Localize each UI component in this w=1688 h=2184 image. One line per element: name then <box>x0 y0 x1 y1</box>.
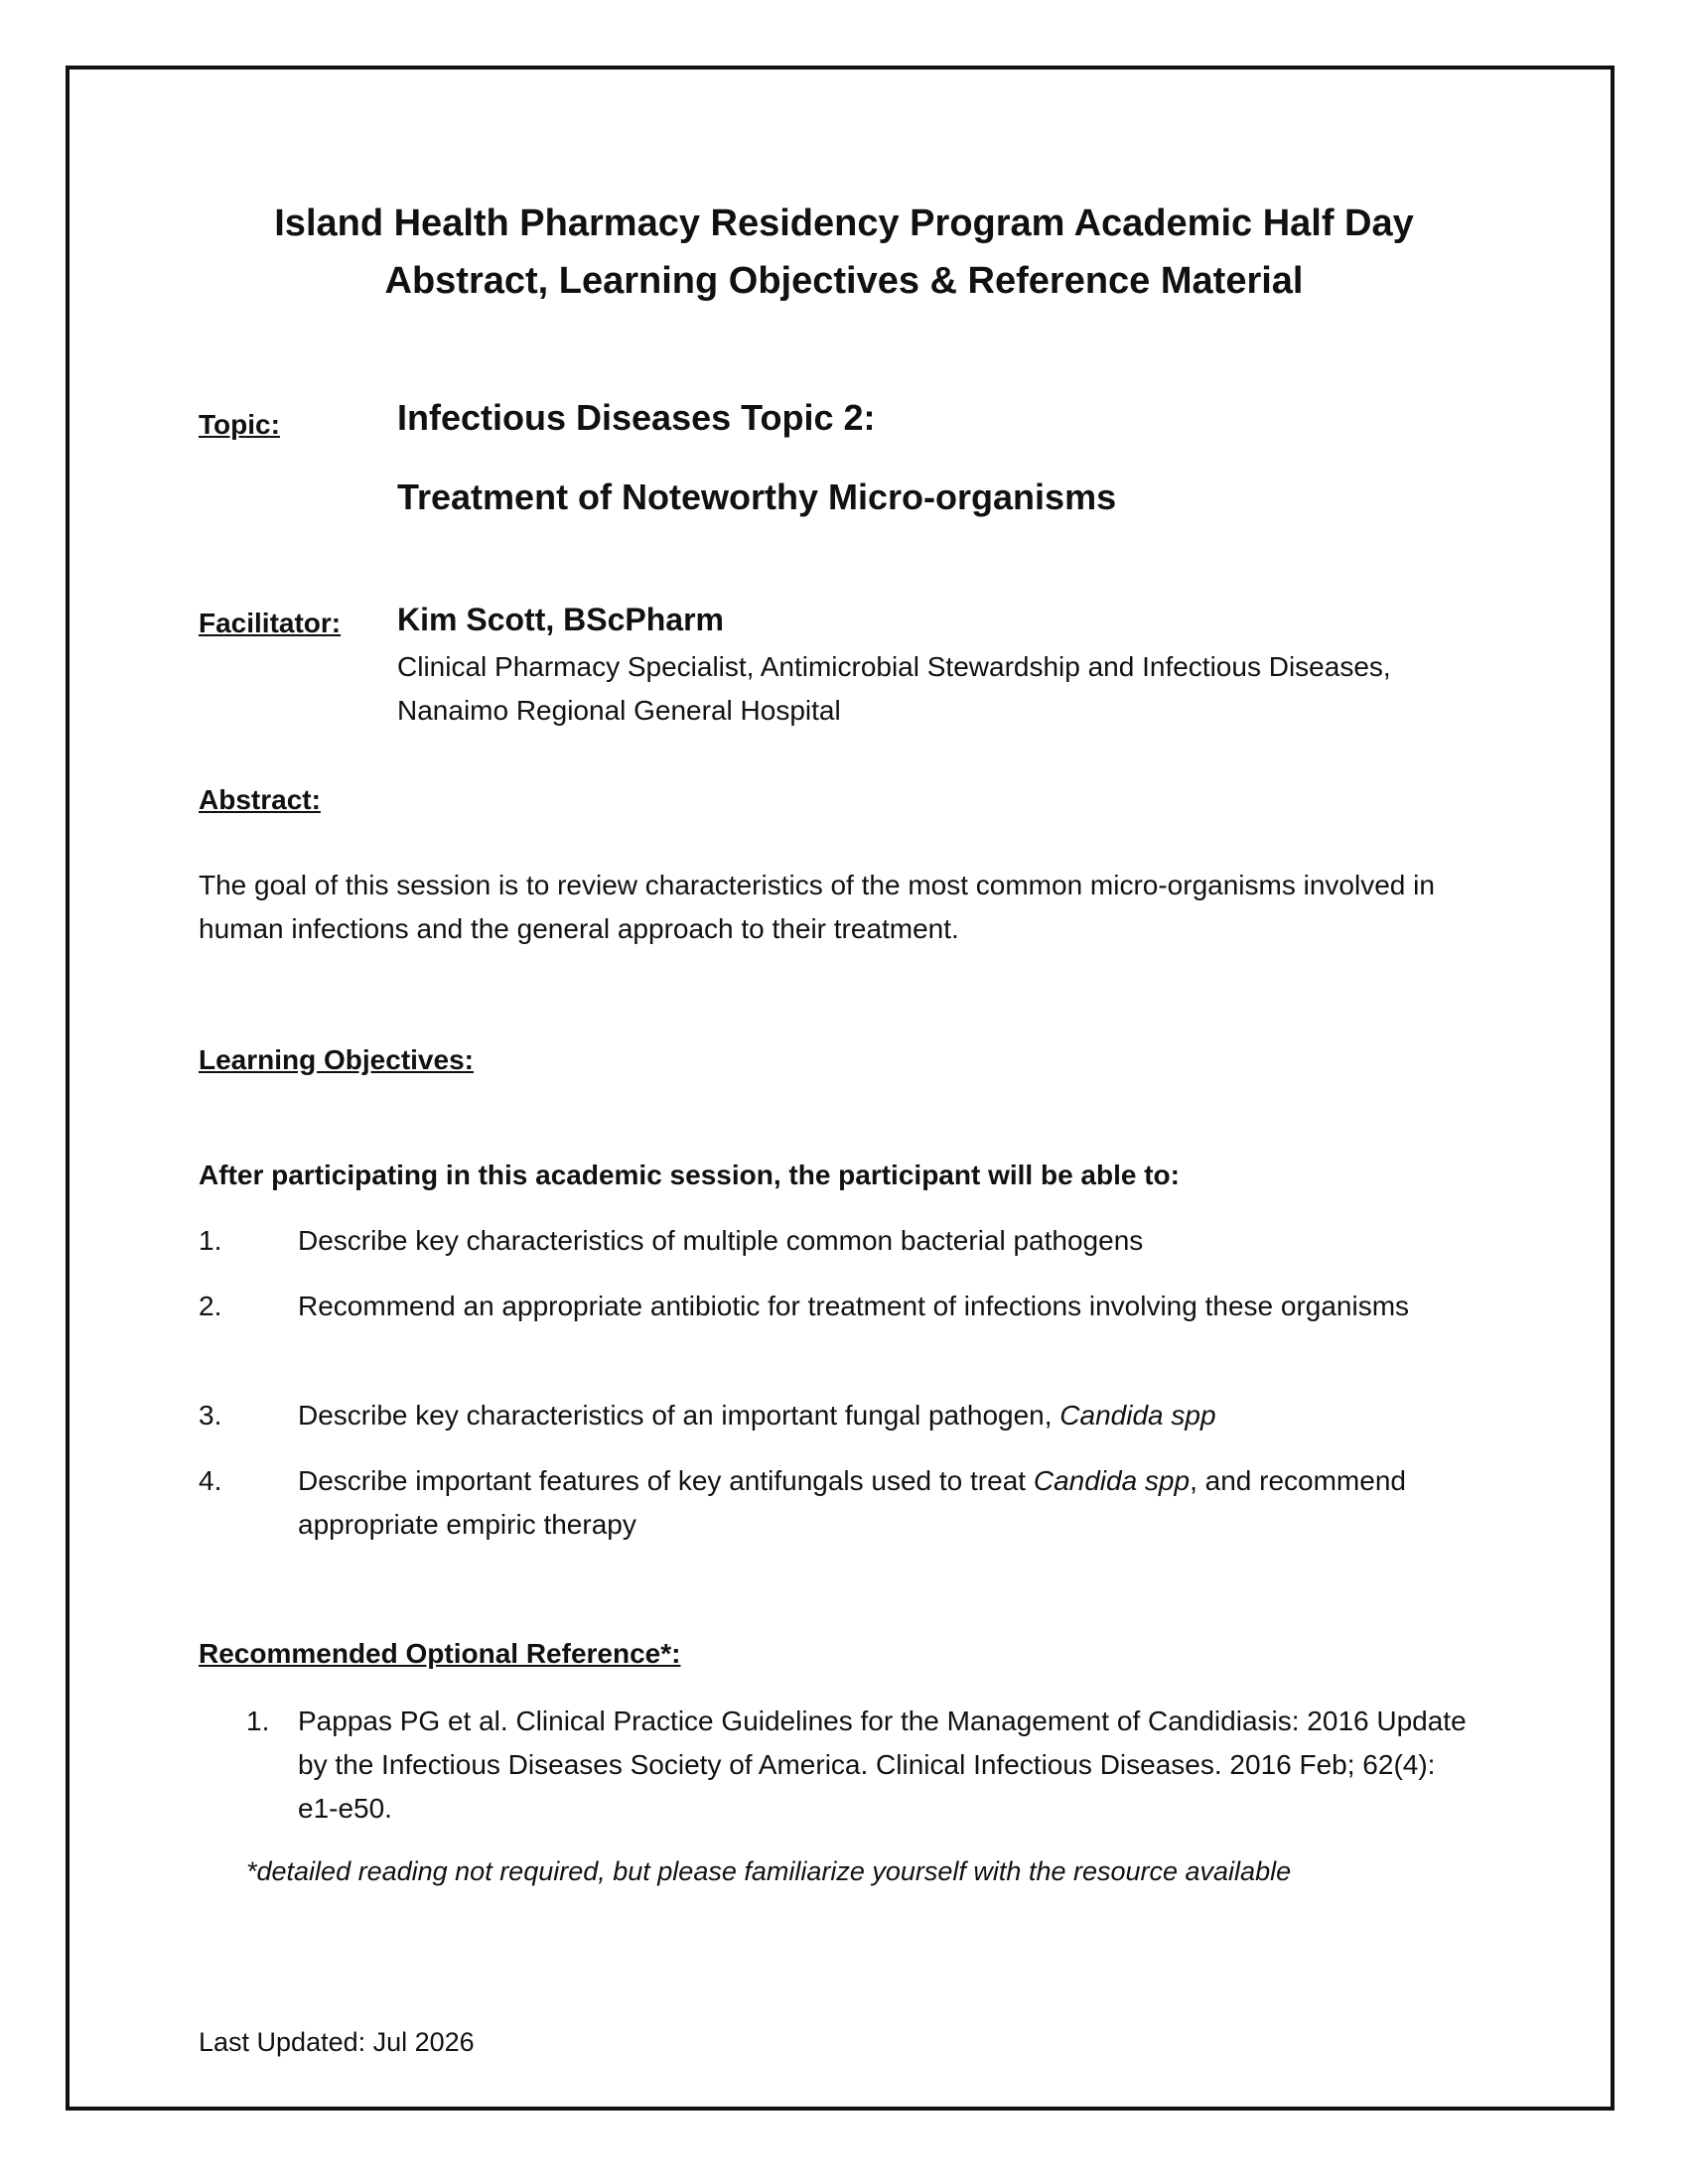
objective-number: 1. <box>199 1225 222 1256</box>
objective-text: Recommend an appropriate antibiotic for treatment of infections involving these organisms <box>298 1291 1410 1321</box>
reference-text: Pappas PG et al. Clinical Practice Guidelines for the Management of Candidiasis: 2016 Update by the Infectious Diseases Society of America. Clinical Infectious Diseases. 2016 Feb; 62(4): e1-e50. <box>298 1706 1467 1824</box>
header-title-line2: Abstract, Learning Objectives & Reference Material <box>384 260 1304 302</box>
objective-item <box>199 1219 1489 1263</box>
abstract-label: Abstract: <box>199 784 321 815</box>
facilitator-site: Nanaimo Regional General Hospital <box>397 695 841 726</box>
facilitator-role: Clinical Pharmacy Specialist, Antimicrobial Stewardship and Infectious Diseases, <box>397 651 1391 682</box>
topic-title-line1: Infectious Diseases Topic 2: <box>397 397 876 438</box>
objective-text: Describe important features of key antifungals used to treat Candida spp, and recommend appropriate empiric therapy <box>298 1465 1406 1540</box>
reference-item <box>246 1700 1487 1831</box>
recommended-reference-label: Recommended Optional Reference*: <box>199 1638 681 1669</box>
organism-name: Candida spp <box>1033 1465 1191 1496</box>
facilitator-label: Facilitator: <box>199 608 342 638</box>
objective-text: Describe key characteristics of multiple common bacterial pathogens <box>298 1225 1144 1256</box>
objective-number: 2. <box>199 1291 222 1321</box>
objective-text: Describe key characteristics of an important fungal pathogen, Candida spp <box>298 1400 1216 1431</box>
header-title-line1: Island Health Pharmacy Residency Program Academic Half Day <box>274 203 1414 244</box>
last-updated: Last Updated: Jul 2026 <box>199 2027 475 2057</box>
topic-title-line2: Treatment of Noteworthy Micro-organisms <box>397 477 1117 517</box>
objective-item <box>199 1285 1489 1328</box>
objective-number: 3. <box>199 1400 222 1431</box>
learning-objectives-label: Learning Objectives: <box>199 1044 474 1075</box>
objectives-lead: After participating in this academic session, the participant will be able to: <box>199 1160 1180 1190</box>
reference-note: *detailed reading not required, but please familiarize yourself with the resource available <box>246 1856 1292 1886</box>
topic-label: Topic: <box>199 409 280 440</box>
objective-item <box>199 1394 1489 1437</box>
document-header <box>0 195 1688 310</box>
organism-name: Candida spp <box>1059 1400 1216 1431</box>
abstract-text: The goal of this session is to review characteristics of the most common micro-organisms involved in human infections and the general approach to their treatment. <box>199 870 1435 944</box>
facilitator-name: Kim Scott, BScPharm <box>397 602 724 637</box>
objective-number: 4. <box>199 1465 222 1496</box>
reference-number: 1. <box>246 1706 270 1736</box>
objective-item <box>199 1459 1489 1547</box>
